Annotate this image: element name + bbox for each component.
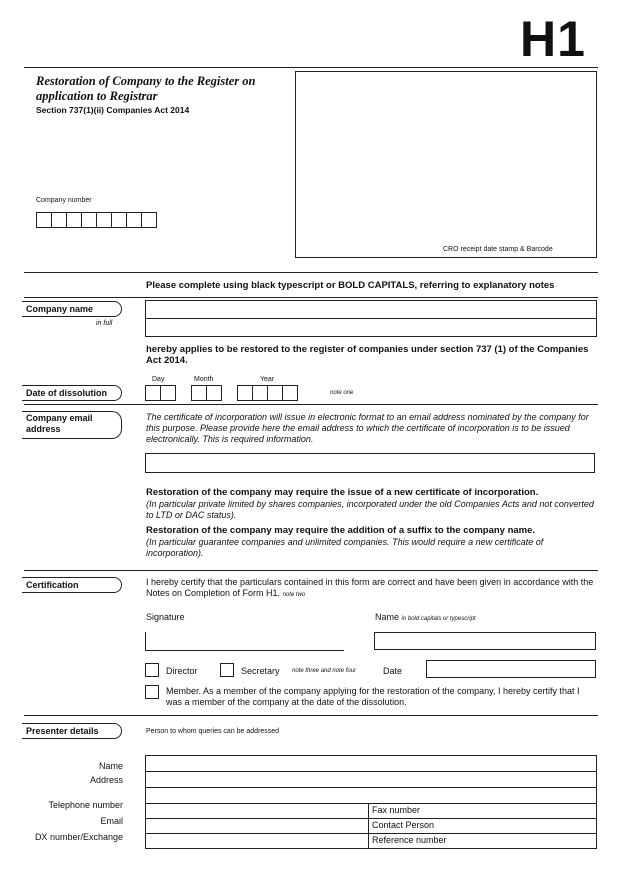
month-label: Month	[194, 376, 214, 383]
company-number-digit[interactable]	[36, 212, 52, 228]
presenter-name-input[interactable]	[145, 755, 597, 772]
company-number-label: Company number	[36, 197, 92, 204]
month-digit[interactable]	[191, 385, 207, 401]
name-label-group: Name in bold capitals or typescript	[375, 612, 476, 622]
certification-text: I hereby certify that the particulars contained in this form are correct and have been given in accordance with the Notes on Completion of Form H1. note two	[146, 577, 594, 598]
fax-label: Fax number	[372, 805, 421, 815]
company-name-sub: in full	[96, 320, 113, 327]
top-rule	[24, 67, 598, 68]
presenter-address-input[interactable]	[145, 771, 597, 788]
presenter-sub: Person to whom queries can be addressed	[146, 728, 280, 735]
company-email-label: Company email address	[22, 411, 122, 439]
restoration-note-1: Restoration of the company may require the issue of a new certificate of incorporation.	[146, 487, 539, 498]
certification-label: Certification	[22, 577, 122, 593]
signature-label: Signature	[146, 612, 185, 622]
company-email-input[interactable]	[145, 453, 595, 473]
member-checkbox[interactable]	[145, 685, 159, 699]
company-name-input[interactable]	[145, 300, 597, 319]
restoration-note-2: Restoration of the company may require the addition of a suffix to the company name.	[146, 525, 536, 536]
email-text: The certificate of incorporation will issue in electronic format to an email address nominated by the company for this purpose. Please provide here the email address to which the certificate of incorporation is to be issued electronically. This is required information.	[146, 412, 589, 444]
company-name-input-line2[interactable]	[145, 318, 597, 337]
company-number-digit[interactable]	[126, 212, 142, 228]
presenter-telephone-input[interactable]	[145, 803, 369, 819]
date-label: Date	[383, 666, 403, 676]
applies-text: hereby applies to be restored to the register of companies under section 737 (1) of the Companies Act 2014.	[146, 344, 589, 366]
divider	[24, 297, 598, 298]
presenter-email-input[interactable]	[145, 818, 369, 834]
member-text: Member. As a member of the company applying for the restoration of the company, I hereby certify that I was a member of the company at the date of the dissolution.	[166, 686, 580, 707]
date-input[interactable]	[426, 660, 596, 678]
year-digit[interactable]	[267, 385, 283, 401]
month-digit[interactable]	[206, 385, 222, 401]
form-code: H1	[520, 11, 586, 67]
presenter-dx-input[interactable]	[145, 833, 369, 849]
year-label: Year	[260, 376, 275, 383]
presenter-address-input-line2[interactable]	[145, 787, 597, 804]
signature-field[interactable]	[145, 632, 344, 651]
presenter-name-label: Name	[98, 761, 123, 771]
contact-person-label: Contact Person	[372, 820, 435, 830]
year-digit[interactable]	[252, 385, 268, 401]
day-label: Day	[152, 376, 165, 383]
restoration-note-1-detail: (In particular private limited by shares companies, incorporated under the old Companies Acts and not converted to LTD or DAC status).	[146, 499, 594, 520]
day-digit[interactable]	[145, 385, 161, 401]
company-number-digit[interactable]	[141, 212, 157, 228]
company-number-digit[interactable]	[51, 212, 67, 228]
instructions: Please complete using black typescript or BOLD CAPITALS, referring to explanatory notes	[146, 280, 555, 291]
secretary-label: Secretary	[241, 666, 280, 676]
presenter-dx-label: DX number/Exchange	[34, 832, 123, 842]
divider	[24, 570, 598, 571]
cro-stamp-box	[295, 71, 597, 258]
day-digit[interactable]	[160, 385, 176, 401]
divider	[24, 715, 598, 716]
cro-stamp-label: CRO receipt date stamp & Barcode	[443, 246, 553, 253]
date-of-dissolution-label: Date of dissolution	[22, 385, 122, 401]
divider	[24, 272, 598, 273]
presenter-address-label: Address	[89, 775, 123, 785]
company-number-digit[interactable]	[111, 212, 127, 228]
year-digit[interactable]	[282, 385, 298, 401]
name-input[interactable]	[374, 632, 596, 650]
role-note: note three and note four	[292, 668, 357, 674]
form-subtitle: Section 737(1)(ii) Companies Act 2014	[36, 105, 190, 115]
reference-number-label: Reference number	[372, 835, 447, 845]
presenter-details-label: Presenter details	[22, 723, 122, 739]
secretary-checkbox[interactable]	[220, 663, 234, 677]
presenter-email-label: Email	[100, 816, 123, 826]
director-checkbox[interactable]	[145, 663, 159, 677]
company-name-label: Company name	[22, 301, 122, 317]
year-digit[interactable]	[237, 385, 253, 401]
company-number-digit[interactable]	[66, 212, 82, 228]
company-number-digit[interactable]	[96, 212, 112, 228]
director-label: Director	[166, 666, 198, 676]
form-title: Restoration of Company to the Register on application to Registrar	[36, 74, 256, 103]
presenter-telephone-label: Telephone number	[48, 800, 123, 810]
certification-note: note two	[282, 592, 306, 598]
name-note: in bold capitals or typescript	[401, 616, 476, 622]
company-number-digit[interactable]	[81, 212, 97, 228]
restoration-note-2-detail: (In particular guarantee companies and unlimited companies. This would require a new certificate of incorporation).	[146, 537, 544, 558]
divider	[24, 404, 598, 405]
dissolution-note: note one	[330, 390, 354, 396]
